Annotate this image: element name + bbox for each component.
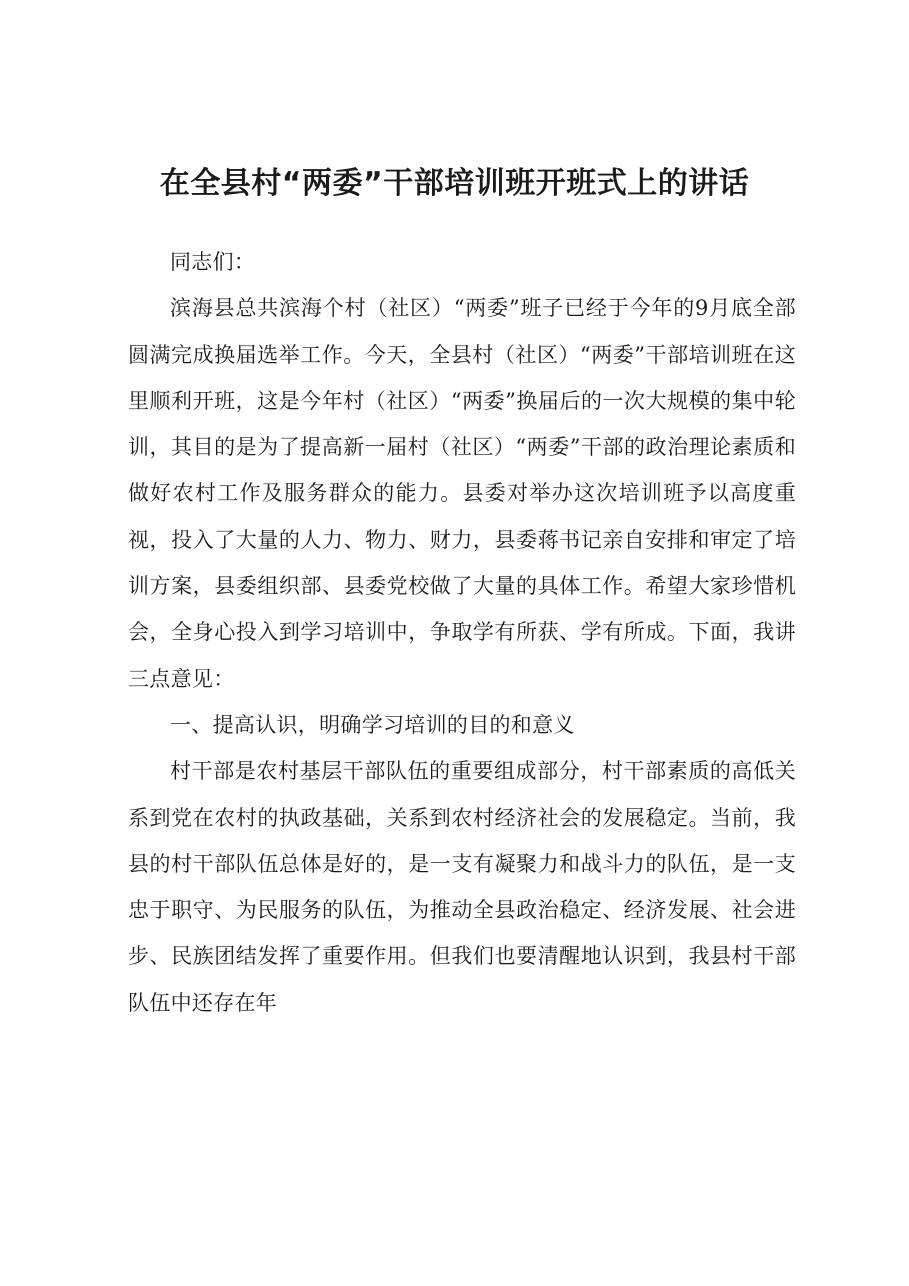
salutation: 同志们： xyxy=(170,250,256,274)
paragraph-section-1: 村干部是农村基层干部队伍的重要组成部分，村干部素质的高低关系到党在农村的执政基础，关系到农村经济社会的发展稳定。当前，我县的村干部队伍总体是好的，是一支有凝聚力和战斗力的队伍，是一支忠于职守、为民服务的队伍，为推动全县政治稳定、经济发展、社会进步、民族团结发挥了重要作用。但我们也要清醒地认识到，我县村干部队伍中还存在年 xyxy=(128,759,796,1015)
paragraph-intro: 滨海县总共滨海个村（社区）“两委”班子已经于今年的9月底全部圆满完成换届选举工作。今天，全县村（社区）“两委”干部培训班在这里顺利开班，这是今年村（社区）“两委”换届后的一次大规模的集中轮训，其目的是为了提高新一届村（社区）“两委”干部的政治理论素质和做好农村工作及服务群众的能力。县委对举办这次培训班予以高度重视，投入了大量的人力、物力、财力，县委蒋书记亲自安排和审定了培训方案，县委组织部、县委党校做了大量的具体工作。希望大家珍惜机会，全身心投入到学习培训中，争取学有所获、学有所成。下面，我讲三点意见： xyxy=(128,296,796,691)
section-heading-1: 一、提高认识，明确学习培训的目的和意义 xyxy=(170,712,575,737)
document-body xyxy=(128,239,796,1026)
document-title: 在全县村“两委”干部培训班开班式上的讲话 xyxy=(159,166,750,201)
